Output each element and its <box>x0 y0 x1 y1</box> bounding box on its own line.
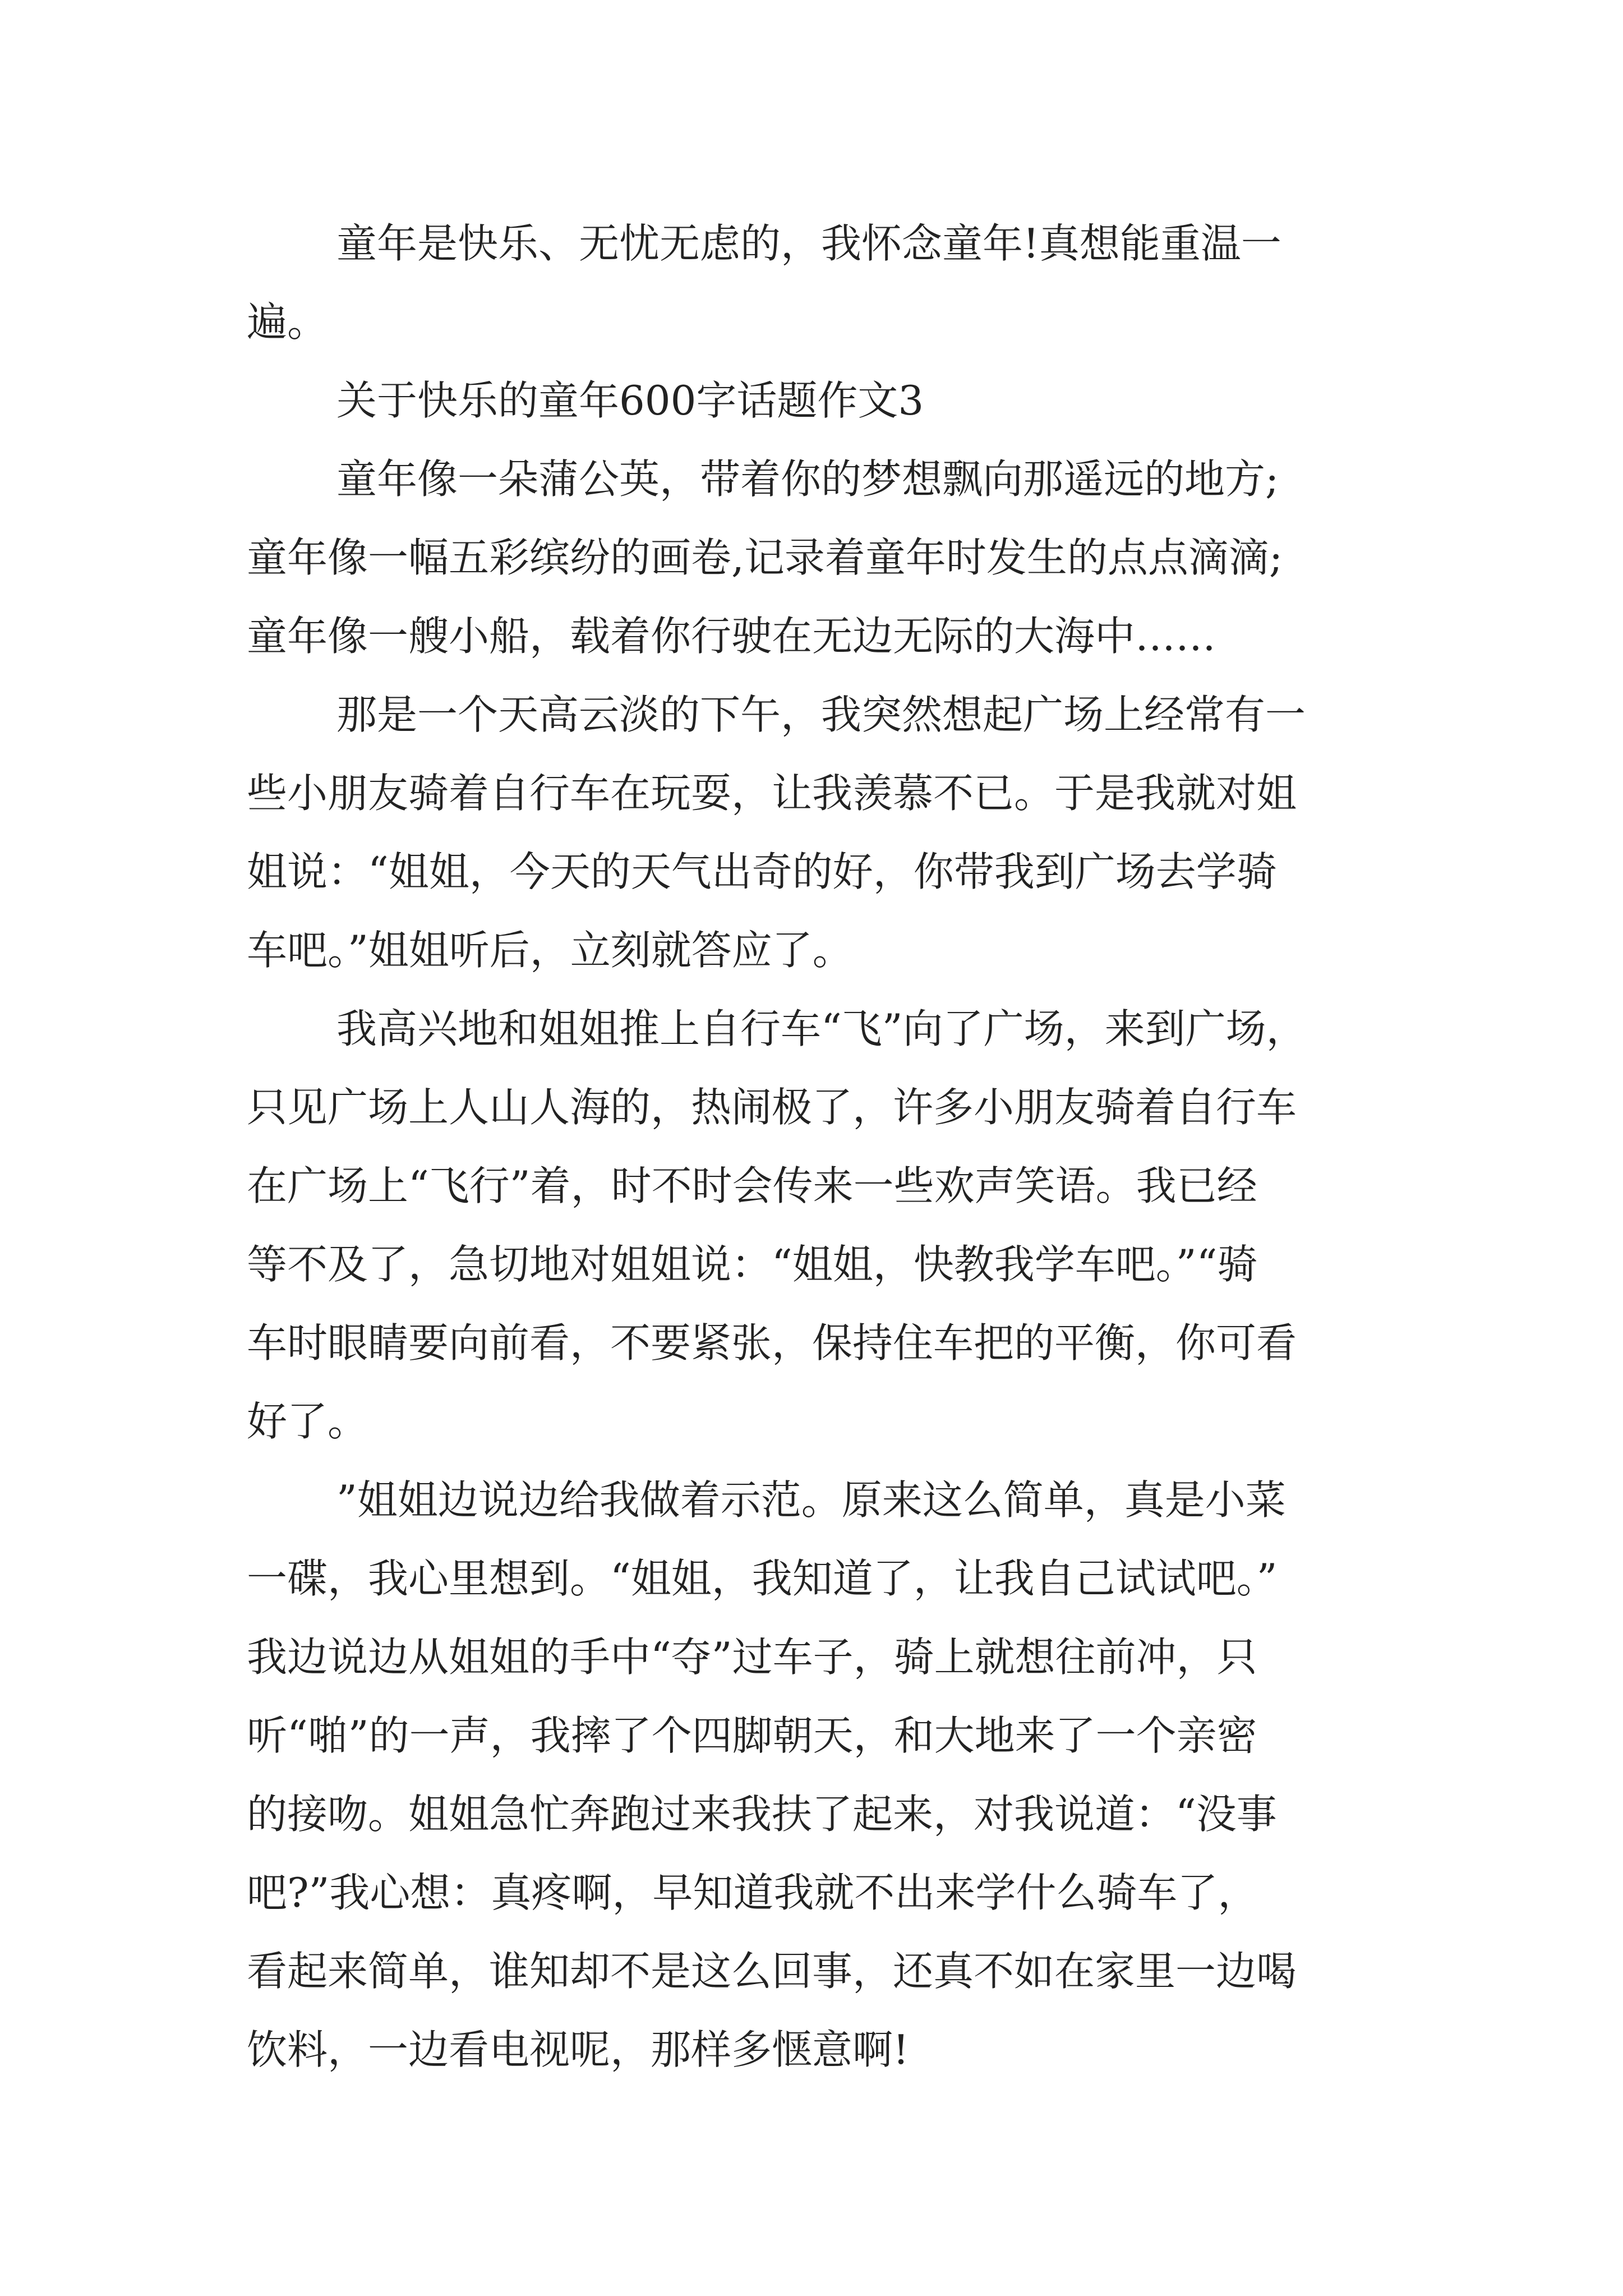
body-line: 吧?”我心想：真疼啊，早知道我就不出来学什么骑车了， <box>247 1869 1258 1916</box>
body-line: 遍。 <box>247 298 328 346</box>
body-line: 童年像一艘小船，载着你行驶在无边无际的大海中…… <box>247 613 1216 660</box>
body-line: 饮料，一边看电视呢，那样多惬意啊! <box>247 2026 909 2073</box>
body-line: 那是一个天高云淡的下午，我突然想起广场上经常有一 <box>336 691 1306 738</box>
body-line: 的接吻。姐姐急忙奔跑过来我扶了起来，对我说道：“没事 <box>247 1791 1277 1838</box>
body-line: 好了。 <box>247 1398 368 1445</box>
body-line: 只见广场上人山人海的，热闹极了，许多小朋友骑着自行车 <box>247 1084 1297 1131</box>
body-line: 在广场上“飞行”着，时不时会传来一些欢声笑语。我已经 <box>247 1162 1257 1209</box>
body-line: 听“啪”的一声，我摔了个四脚朝天，和大地来了一个亲密 <box>247 1712 1257 1759</box>
body-line: 看起来简单，谁知却不是这么回事，还真不如在家里一边喝 <box>247 1948 1297 1995</box>
section-heading: 关于快乐的童年600字话题作文3 <box>336 377 924 424</box>
body-line: 童年是快乐、无忧无虑的，我怀念童年!真想能重温一 <box>336 220 1281 267</box>
body-line: 姐说：“姐姐，今天的天气出奇的好，你带我到广场去学骑 <box>247 848 1277 895</box>
body-line: 我边说边从姐姐的手中“夺”过车子，骑上就想往前冲，只 <box>247 1634 1257 1681</box>
body-line: 车时眼睛要向前看，不要紧张，保持住车把的平衡，你可看 <box>247 1319 1297 1366</box>
body-line: ”姐姐边说边给我做着示范。原来这么简单，真是小菜 <box>336 1476 1286 1524</box>
body-line: 童年像一幅五彩缤纷的画卷,记录着童年时发生的点点滴滴; <box>247 534 1283 581</box>
body-line: 车吧。”姐姐听后，立刻就答应了。 <box>247 927 853 974</box>
body-line: 我高兴地和姐姐推上自行车“飞”向了广场，来到广场， <box>336 1005 1307 1052</box>
body-line: 童年像一朵蒲公英，带着你的梦想飘向那遥远的地方; <box>336 455 1279 503</box>
body-line: 些小朋友骑着自行车在玩耍，让我羡慕不已。于是我就对姐 <box>247 770 1297 817</box>
body-line: 一碟，我心里想到。“姐姐，我知道了，让我自己试试吧。” <box>247 1555 1278 1602</box>
body-line: 等不及了，急切地对姐姐说：“姐姐，快教我学车吧。”“骑 <box>247 1241 1258 1288</box>
